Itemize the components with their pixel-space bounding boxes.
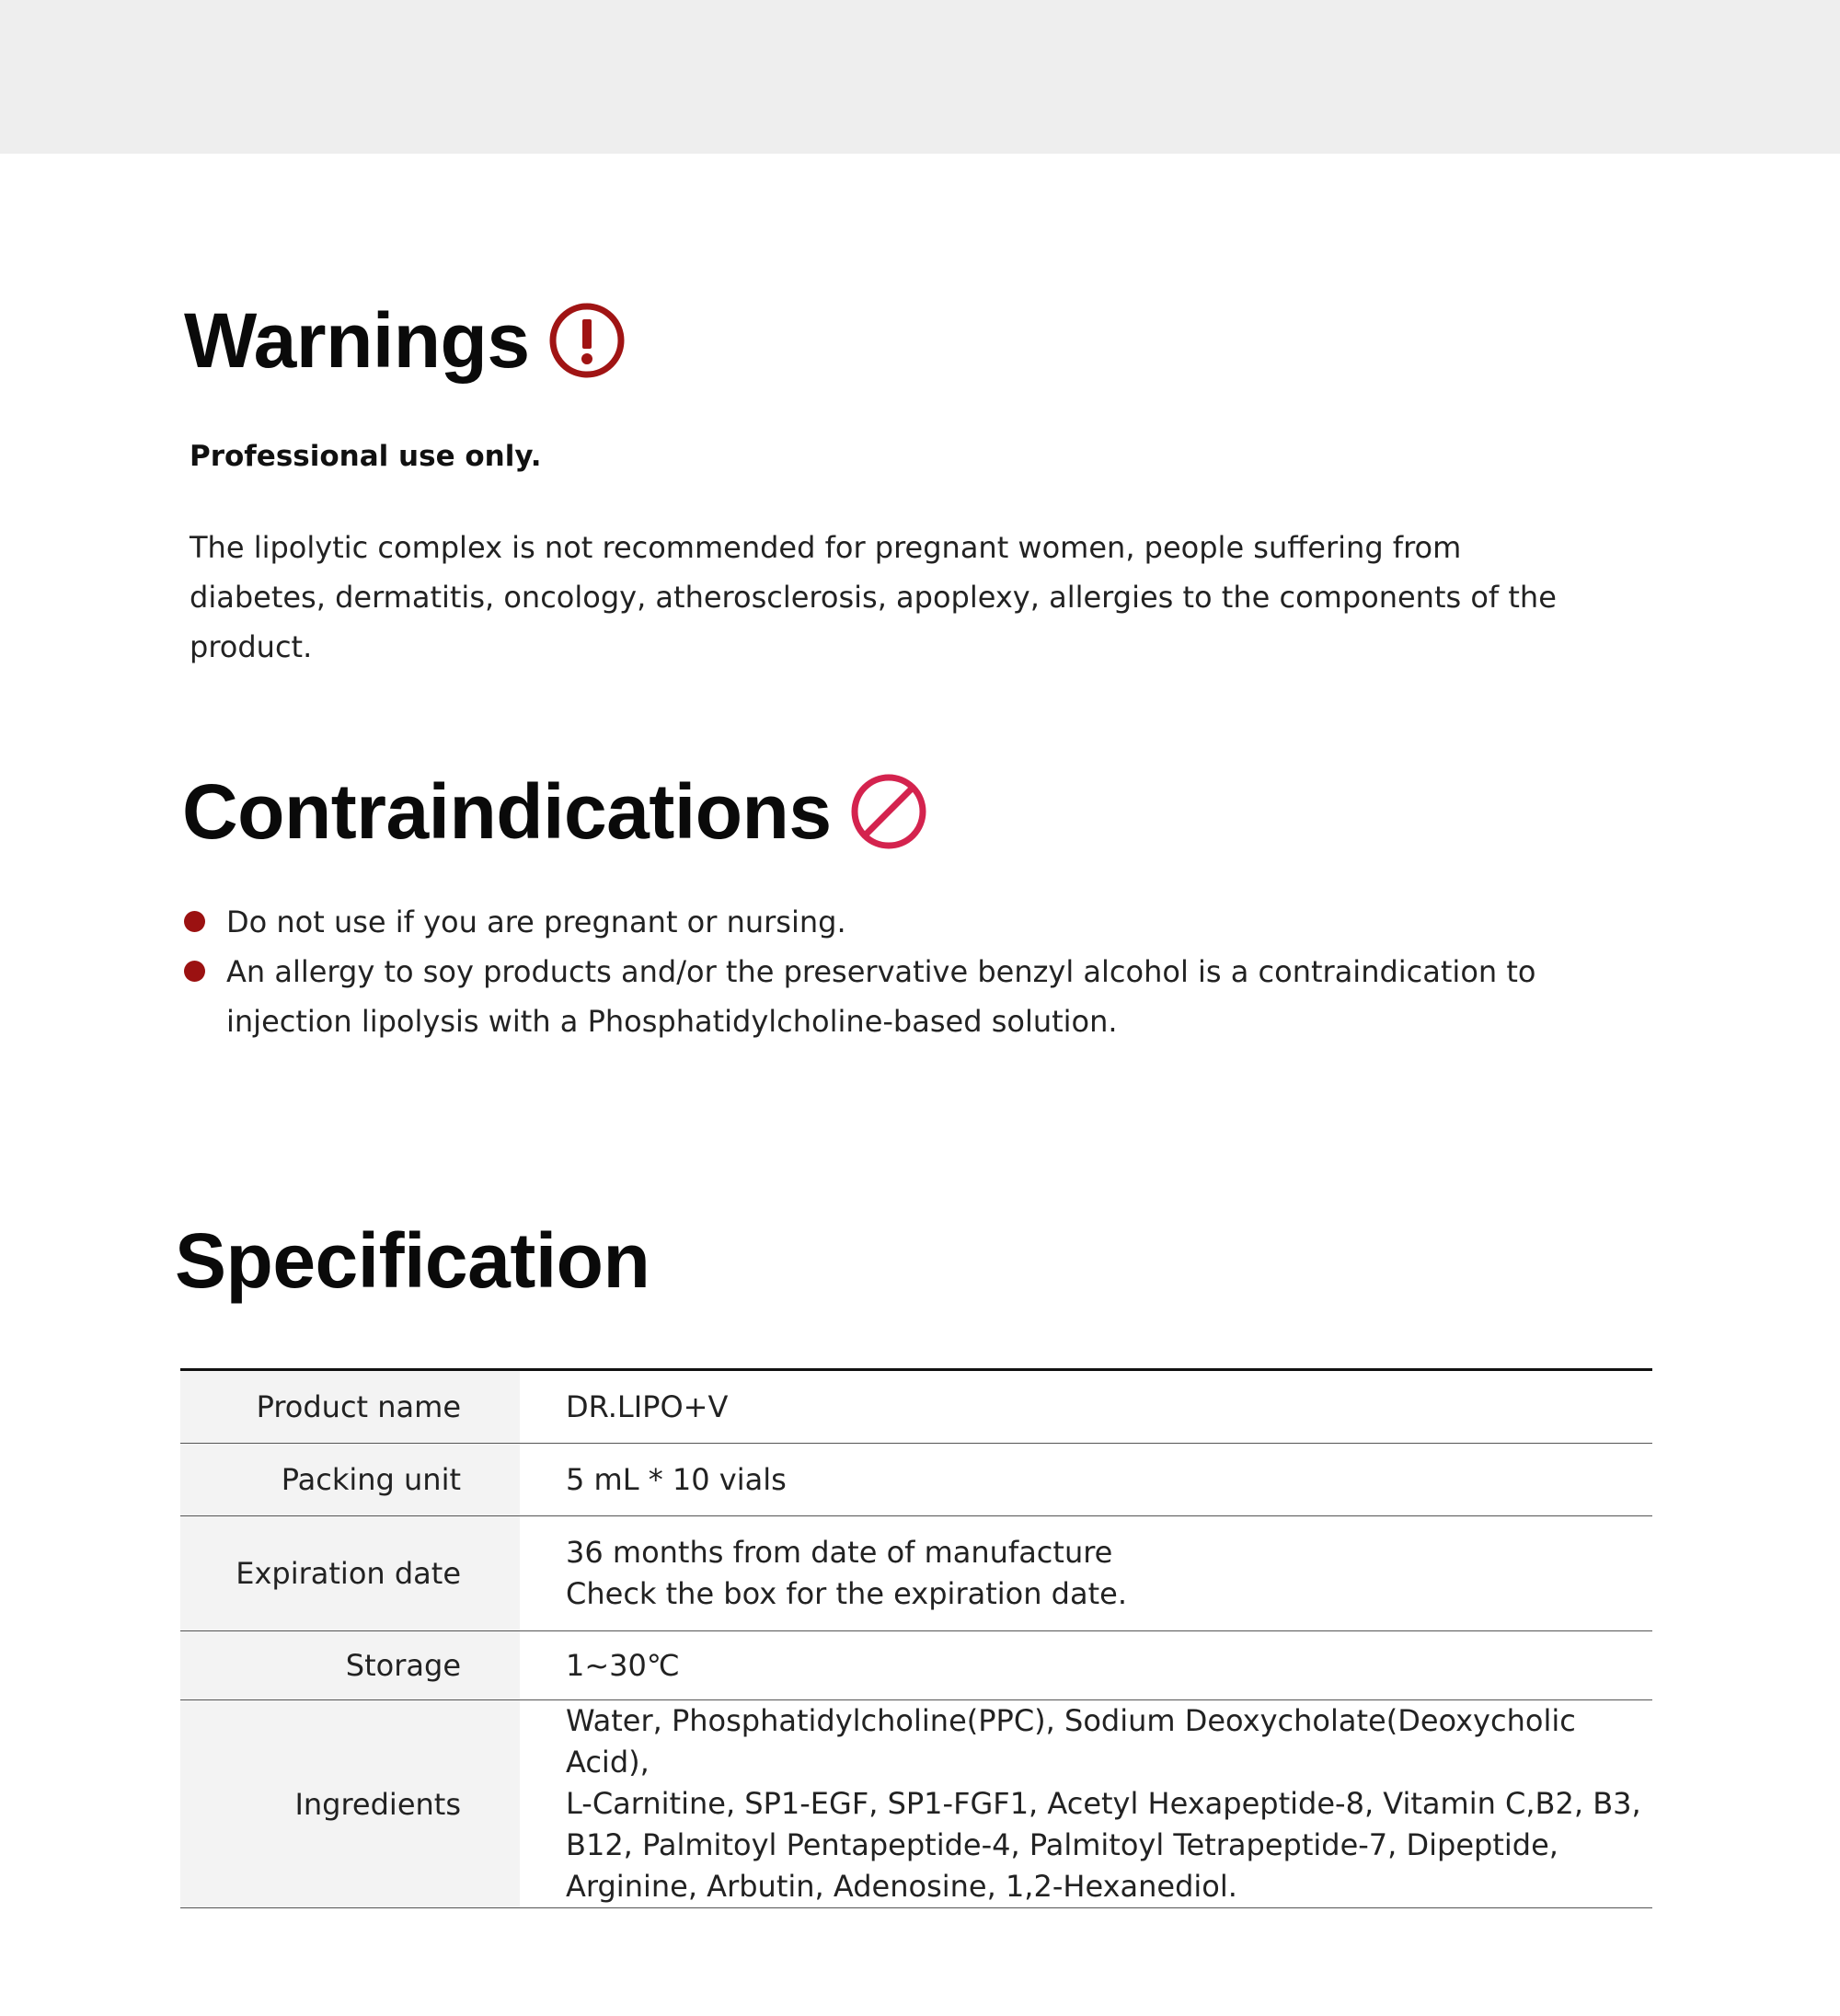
header-band (0, 0, 1840, 154)
value-line: 1~30℃ (566, 1647, 680, 1683)
warnings-title: Warnings (184, 297, 530, 384)
specification-heading (175, 1217, 650, 1304)
table-row (180, 1700, 1652, 1908)
row-label: Packing unit (180, 1444, 520, 1516)
row-label: Storage (180, 1631, 520, 1700)
contraindications-list (182, 897, 1617, 1046)
warnings-heading (184, 297, 626, 384)
row-value (520, 1516, 1652, 1631)
list-item-text: Do not use if you are pregnant or nursing. (226, 904, 846, 939)
exclamation-circle-icon (548, 302, 626, 379)
bullet-dot (184, 911, 205, 932)
row-value (520, 1700, 1652, 1908)
contraindications-heading (182, 768, 927, 855)
value-line: 5 mL * 10 vials (566, 1461, 787, 1497)
value-line: B12, Palmitoyl Pentapeptide-4, Palmitoyl Tetrapeptide-7, Dipeptide, (566, 1827, 1558, 1862)
contraindications-title: Contraindications (182, 768, 832, 855)
table-row (180, 1516, 1652, 1631)
prohibited-circle-icon (850, 773, 927, 850)
bullet-dot (184, 961, 205, 982)
table-row (180, 1370, 1652, 1444)
value-line: 36 months from date of manufacture (566, 1535, 1113, 1570)
list-item (182, 897, 1617, 947)
table-row (180, 1631, 1652, 1700)
list-item-text: An allergy to soy products and/or the preservative benzyl alcohol is a contraindication to injection lipolysis with a Phosphatidylcholine-based solution. (226, 954, 1536, 1039)
value-line: Check the box for the expiration date. (566, 1576, 1127, 1611)
row-label: Expiration date (180, 1516, 520, 1631)
warnings-paragraph: The lipolytic complex is not recommended for pregnant women, people suffering from diabetes, dermatitis, oncology, atherosclerosis, apoplexy, allergies to the components of the product. (190, 530, 1557, 664)
table-row (180, 1444, 1652, 1516)
row-value (520, 1444, 1652, 1516)
value-line: Water, Phosphatidylcholine(PPC), Sodium Deoxycholate(Deoxycholic Acid), (566, 1703, 1576, 1780)
value-line: Arginine, Arbutin, Adenosine, 1,2-Hexanediol. (566, 1869, 1237, 1904)
specification-table (180, 1368, 1652, 1908)
specification-title: Specification (175, 1217, 650, 1304)
row-value (520, 1370, 1652, 1444)
value-line: DR.LIPO+V (566, 1388, 729, 1424)
list-item (182, 947, 1617, 1046)
row-value (520, 1631, 1652, 1700)
professional-use-note: Professional use only. (190, 440, 542, 473)
value-line: L-Carnitine, SP1-EGF, SP1-FGF1, Acetyl Hexapeptide-8, Vitamin C,B2, B3, (566, 1786, 1641, 1821)
row-label: Ingredients (180, 1700, 520, 1908)
row-label: Product name (180, 1370, 520, 1444)
